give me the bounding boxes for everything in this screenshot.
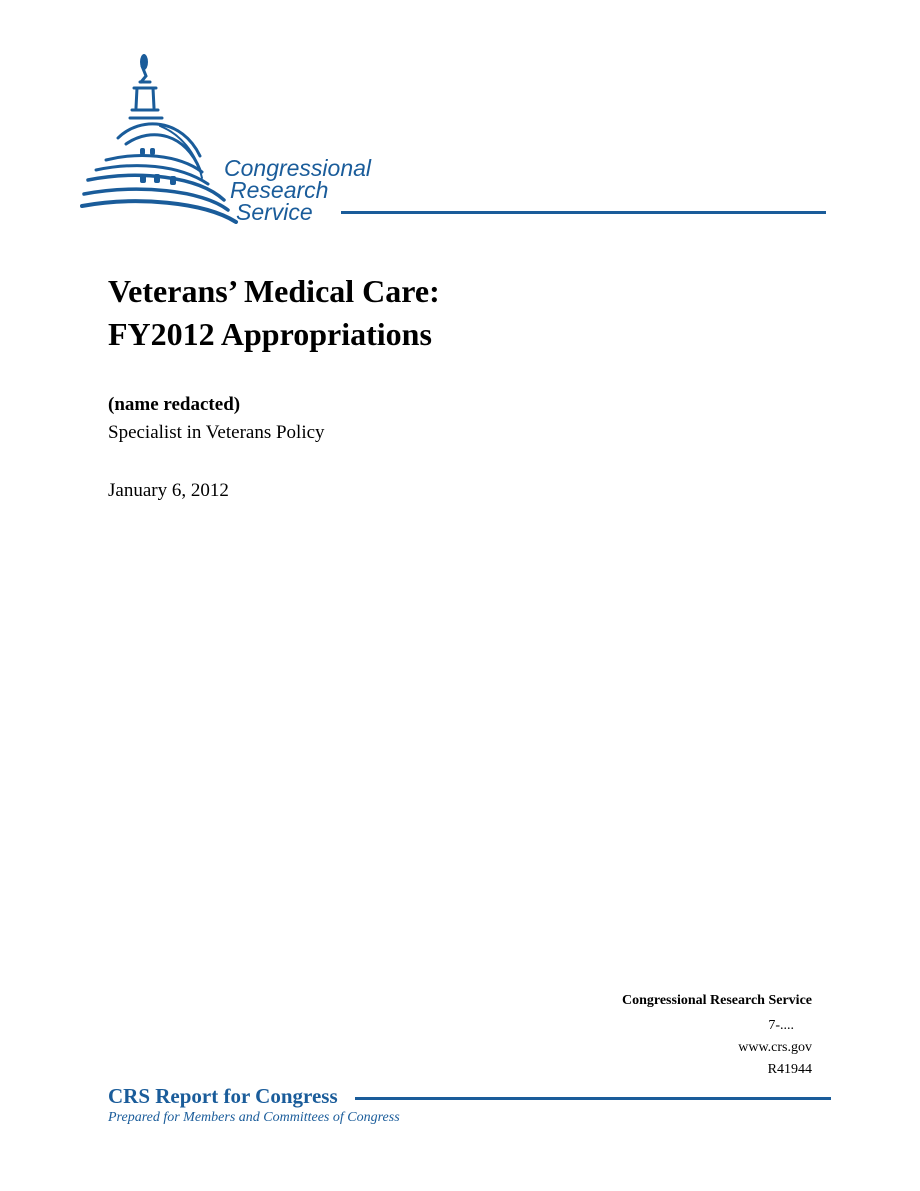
report-title xyxy=(108,270,440,356)
logo-text-congressional: Congressional xyxy=(224,155,372,181)
publisher-code: 7-.... xyxy=(768,1018,794,1033)
logo-divider xyxy=(341,211,826,214)
report-title-line-1: Veterans’ Medical Care: xyxy=(108,273,440,309)
footer-title: CRS Report for Congress xyxy=(108,1084,338,1108)
author-name: (name redacted) xyxy=(108,394,241,415)
publisher-org: Congressional Research Service xyxy=(621,993,812,1008)
report-title-line-2: FY2012 Appropriations xyxy=(108,316,432,352)
report-number: R41944 xyxy=(767,1062,812,1077)
logo-text-research: Research xyxy=(230,177,329,203)
author-role: Specialist in Veterans Policy xyxy=(108,422,325,443)
publisher-website: www.crs.gov xyxy=(738,1040,812,1055)
logo-text-service: Service xyxy=(236,199,313,225)
footer-subtitle: Prepared for Members and Committees of Congress xyxy=(108,1110,400,1125)
publisher-info xyxy=(622,990,812,1081)
report-date: January 6, 2012 xyxy=(108,480,229,501)
footer-divider xyxy=(355,1097,831,1100)
